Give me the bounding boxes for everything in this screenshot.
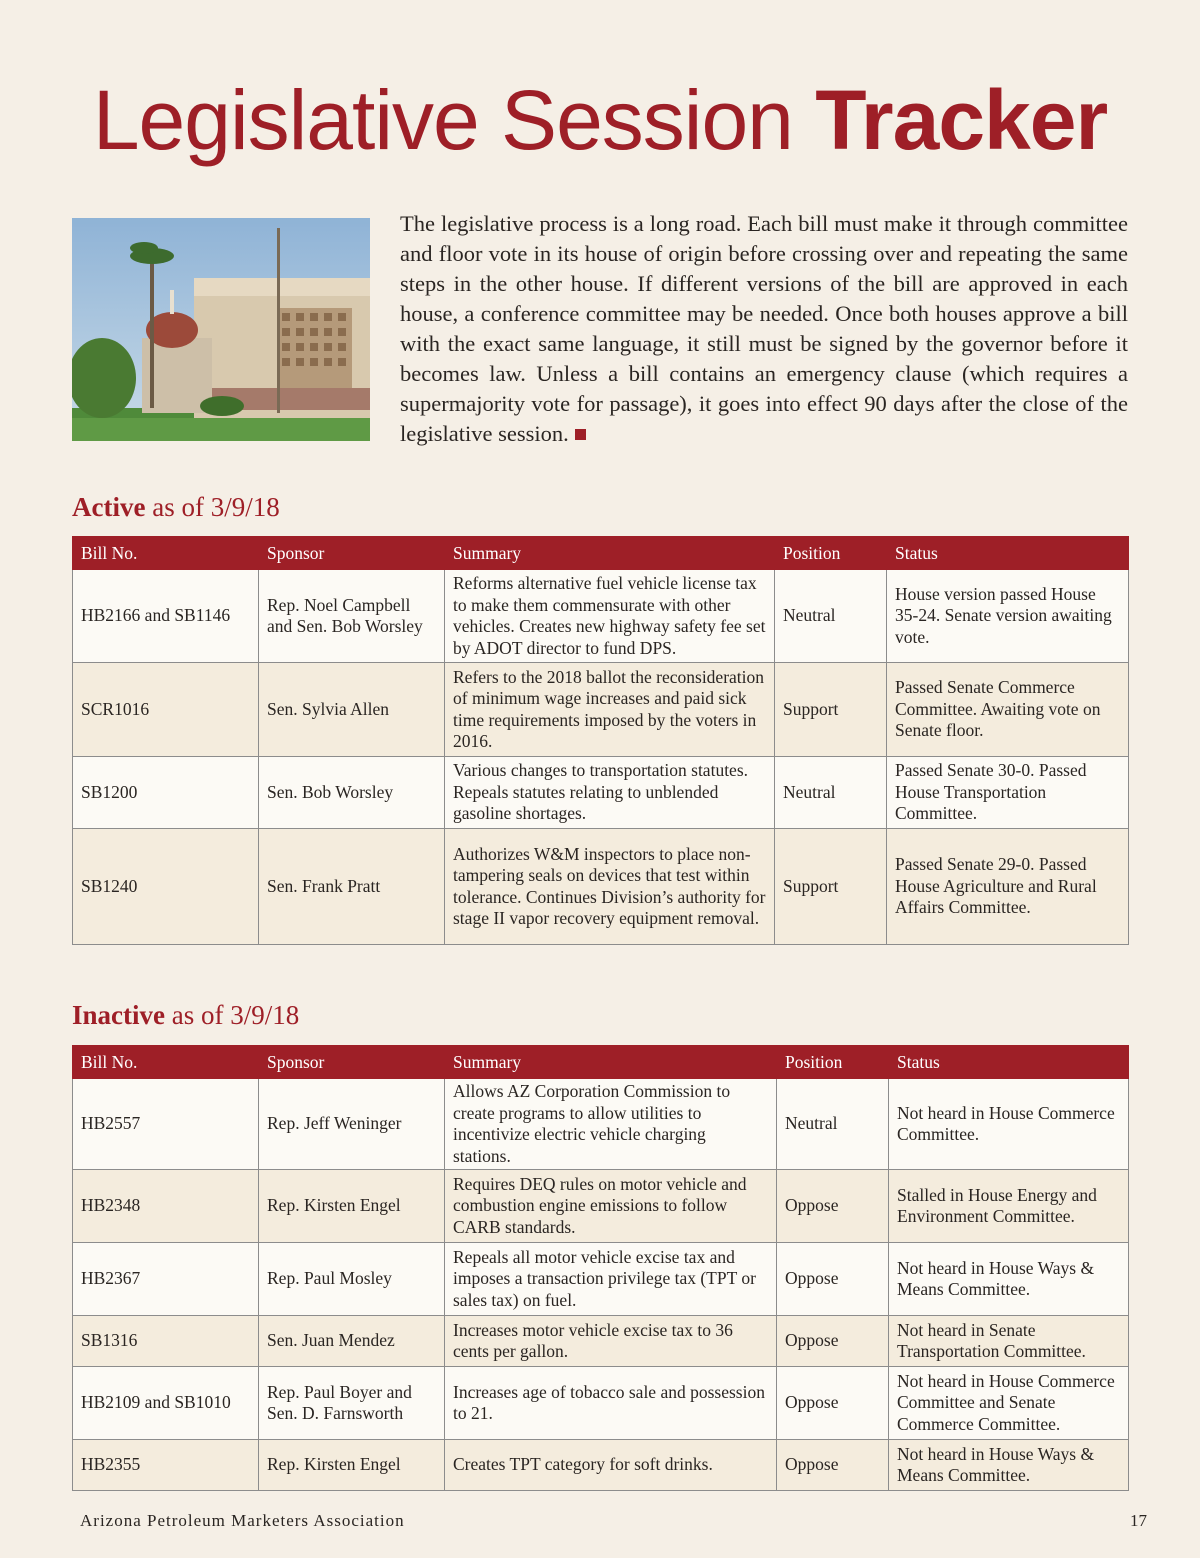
col-summary: Summary [445,537,775,570]
col-status: Status [887,537,1129,570]
summary: Increases motor vehicle excise tax to 36 cents per gallon. [445,1316,777,1367]
summary: Refers to the 2018 ballot the reconsideration of minimum wage increases and paid sick time requirements imposed by the voters in 2016. [445,663,775,757]
summary: Authorizes W&M inspectors to place non-tampering seals on devices that test within tolerance. Continues Division’s authority for stage II vapor recovery equipment removal. [445,829,775,945]
col-bill: Bill No. [73,537,259,570]
bill-number: HB2166 and SB1146 [73,570,259,663]
table-row [73,1316,1129,1367]
sponsor: Rep. Paul Mosley [259,1243,445,1316]
bill-number: HB2109 and SB1010 [73,1367,259,1440]
table-row [73,1170,1129,1243]
sponsor: Sen. Bob Worsley [259,757,445,829]
table-header-row [73,1046,1129,1079]
table-row [73,757,1129,829]
position: Support [775,663,887,757]
sponsor: Sen. Sylvia Allen [259,663,445,757]
status: Not heard in House Ways & Means Committee. [889,1243,1129,1316]
status: Passed Senate Commerce Committee. Awaiting vote on Senate floor. [887,663,1129,757]
title-regular: Legislative Session [92,73,793,167]
position: Oppose [777,1316,889,1367]
capitol-photo [72,218,370,441]
status: Passed Senate 29-0. Passed House Agriculture and Rural Affairs Committee. [887,829,1129,945]
position: Oppose [777,1440,889,1491]
status: Passed Senate 30-0. Passed House Transportation Committee. [887,757,1129,829]
inactive-label: Inactive [72,1000,165,1030]
active-asof: as of 3/9/18 [152,492,280,522]
col-summary: Summary [445,1046,777,1079]
col-status: Status [889,1046,1129,1079]
sponsor: Sen. Juan Mendez [259,1316,445,1367]
bill-number: SCR1016 [73,663,259,757]
page-number: 17 [1130,1511,1147,1530]
bill-number: SB1316 [73,1316,259,1367]
footer-organization: Arizona Petroleum Marketers Association [80,1511,405,1530]
status: Not heard in House Ways & Means Committee. [889,1440,1129,1491]
inactive-bills-table [72,1045,1129,1491]
summary: Various changes to transportation statutes. Repeals statutes relating to unblended gasoline shortages. [445,757,775,829]
status: Stalled in House Energy and Environment Committee. [889,1170,1129,1243]
sponsor: Rep. Noel Campbell and Sen. Bob Worsley [259,570,445,663]
position: Neutral [775,757,887,829]
position: Oppose [777,1170,889,1243]
active-label: Active [72,492,146,522]
col-position: Position [775,537,887,570]
page-title [0,73,1200,167]
bill-number: SB1200 [73,757,259,829]
summary: Repeals all motor vehicle excise tax and imposes a transaction privilege tax (TPT or sales tax) on fuel. [445,1243,777,1316]
table-row [73,1367,1129,1440]
bill-number: HB2355 [73,1440,259,1491]
status: House version passed House 35-24. Senate version awaiting vote. [887,570,1129,663]
intro-paragraph [400,209,1128,449]
position: Support [775,829,887,945]
summary: Allows AZ Corporation Commission to create programs to allow utilities to incentivize electric vehicle charging stations. [445,1079,777,1170]
inactive-heading [72,1000,299,1031]
position: Oppose [777,1367,889,1440]
table-row [73,829,1129,945]
table-row [73,1079,1129,1170]
table-row [73,1243,1129,1316]
bill-number: SB1240 [73,829,259,945]
status: Not heard in House Commerce Committee. [889,1079,1129,1170]
title-bold: Tracker [815,73,1108,167]
bill-number: HB2348 [73,1170,259,1243]
summary: Requires DEQ rules on motor vehicle and combustion engine emissions to follow CARB standards. [445,1170,777,1243]
col-sponsor: Sponsor [259,537,445,570]
end-mark-icon [575,429,586,440]
active-heading [72,492,280,523]
summary: Increases age of tobacco sale and possession to 21. [445,1367,777,1440]
bill-number: HB2367 [73,1243,259,1316]
table-row [73,1440,1129,1491]
col-position: Position [777,1046,889,1079]
table-row [73,570,1129,663]
sponsor: Sen. Frank Pratt [259,829,445,945]
sponsor: Rep. Jeff Weninger [259,1079,445,1170]
position: Neutral [777,1079,889,1170]
summary: Creates TPT category for soft drinks. [445,1440,777,1491]
position: Oppose [777,1243,889,1316]
col-bill: Bill No. [73,1046,259,1079]
intro-text: The legislative process is a long road. Each bill must make it through committee and floor vote in its house of origin before crossing over and repeating the same steps in the other house. If different versions of the bill are approved in each house, a conference committee may be needed. Once both houses approve a bill with the exact same language, it still must be signed by the governor before it becomes law. Unless a bill contains an emergency clause (which requires a supermajority vote for passage), it goes into effect 90 days after the close of the legislative session. [400,211,1128,446]
sponsor: Rep. Kirsten Engel [259,1170,445,1243]
table-header-row [73,537,1129,570]
col-sponsor: Sponsor [259,1046,445,1079]
status: Not heard in Senate Transportation Committee. [889,1316,1129,1367]
active-bills-table [72,536,1129,945]
sponsor: Rep. Kirsten Engel [259,1440,445,1491]
status: Not heard in House Commerce Committee and Senate Commerce Committee. [889,1367,1129,1440]
inactive-asof: as of 3/9/18 [171,1000,300,1030]
bill-number: HB2557 [73,1079,259,1170]
sponsor: Rep. Paul Boyer and Sen. D. Farnsworth [259,1367,445,1440]
table-row [73,663,1129,757]
position: Neutral [775,570,887,663]
summary: Reforms alternative fuel vehicle license tax to make them commensurate with other vehicles. Creates new highway safety fee set by ADOT director to fund DPS. [445,570,775,663]
